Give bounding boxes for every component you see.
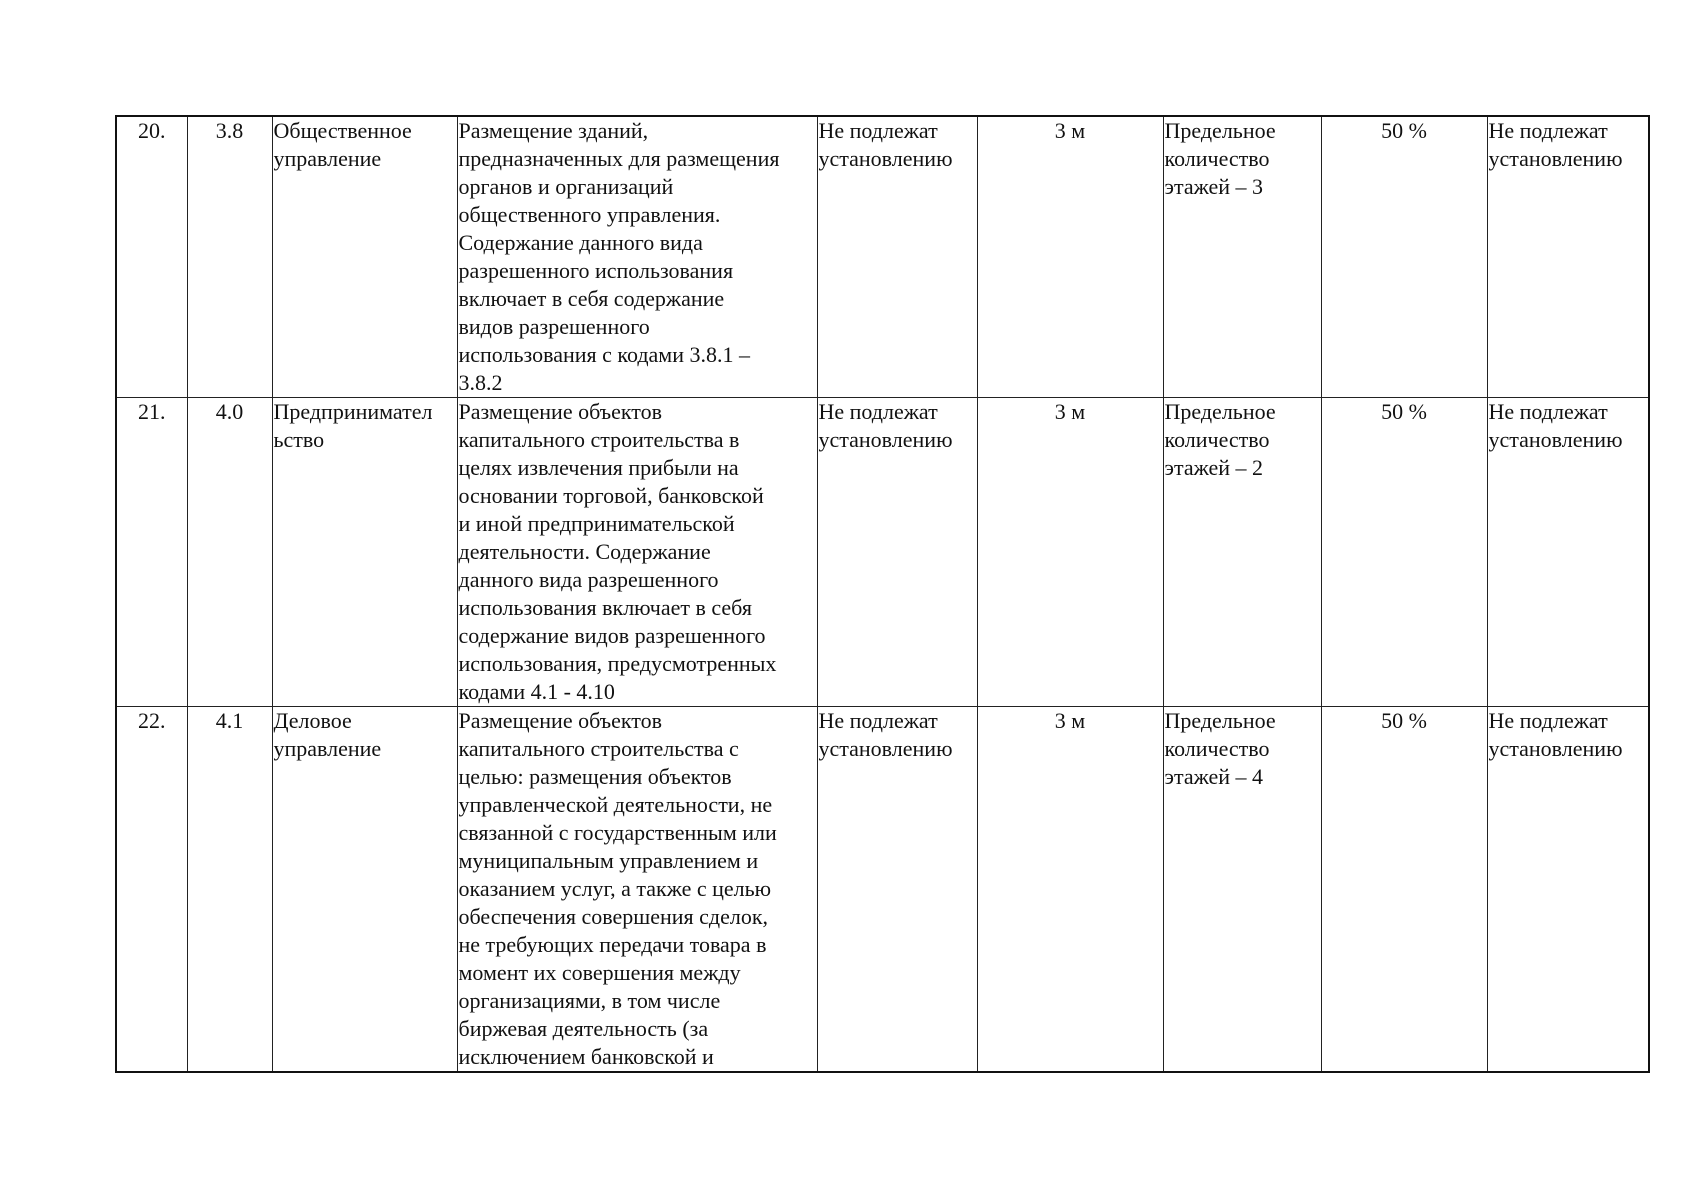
use-code: 4.1 — [215, 708, 244, 733]
floors-limit: Предельное количество этажей – 2 — [1164, 399, 1276, 480]
row-number: 22. — [138, 708, 166, 733]
use-description: Размещение объектов капитального строительства в целях извлечения прибыли на основании торговой, банковской и иной предпринимательской деятельности. Содержание данного вида разрешенного использования включает в себя содержание видов разрешенного использования, предусмотренных кодами 4.1 - 4.10 — [458, 399, 777, 704]
setback-cell — [977, 398, 1163, 707]
floors-limit: Предельное количество этажей – 3 — [1164, 118, 1276, 199]
use-name-cell — [272, 398, 457, 707]
coverage-cell — [1321, 398, 1487, 707]
height-limit-cell — [817, 398, 977, 707]
land-use-table — [115, 115, 1650, 1073]
setback-cell — [977, 116, 1163, 398]
other-limits-cell — [1487, 116, 1649, 398]
use-code-cell — [187, 116, 272, 398]
other-limits-cell — [1487, 398, 1649, 707]
use-description: Размещение зданий, предназначенных для размещения органов и организаций общественного управления. Содержание данного вида разрешенного использования включает в себя содержание видов разрешенного использования с кодами 3.8.1 – 3.8.2 — [458, 118, 780, 395]
height-limit: Не подлежат установлению — [818, 708, 953, 761]
other-limits: Не подлежат установлению — [1488, 399, 1623, 452]
use-name: Предпринимател ьство — [273, 399, 433, 452]
use-code-cell — [187, 398, 272, 707]
setback: 3 м — [1054, 708, 1086, 733]
use-description: Размещение объектов капитального строительства с целью: размещения объектов управленческой деятельности, не связанной с государственным или муниципальным управлением и оказанием услуг, а также с целью обеспечения совершения сделок, не требующих передачи товара в момент их совершения между организациями, в том числе биржевая деятельность (за исключением банковской и — [458, 708, 777, 1069]
height-limit: Не подлежат установлению — [818, 118, 953, 171]
row-number-cell — [116, 398, 187, 707]
other-limits: Не подлежат установлению — [1488, 118, 1623, 171]
other-limits-cell — [1487, 707, 1649, 1073]
setback: 3 м — [1054, 118, 1086, 143]
height-limit: Не подлежат установлению — [818, 399, 953, 452]
use-name-cell — [272, 707, 457, 1073]
use-name: Деловое управление — [273, 708, 382, 761]
row-number: 21. — [138, 399, 166, 424]
row-number-cell — [116, 707, 187, 1073]
table-row — [116, 707, 1649, 1073]
floors-limit: Предельное количество этажей – 4 — [1164, 708, 1276, 789]
use-name: Общественное управление — [273, 118, 412, 171]
coverage-cell — [1321, 707, 1487, 1073]
row-number-cell — [116, 116, 187, 398]
table-row — [116, 116, 1649, 398]
floors-cell — [1163, 116, 1321, 398]
use-code: 3.8 — [215, 118, 244, 143]
use-description-cell — [457, 707, 817, 1073]
table-row — [116, 398, 1649, 707]
use-name-cell — [272, 116, 457, 398]
row-number: 20. — [138, 118, 166, 143]
height-limit-cell — [817, 707, 977, 1073]
use-description-cell — [457, 116, 817, 398]
coverage-percent: 50 % — [1381, 118, 1427, 143]
coverage-percent: 50 % — [1381, 708, 1427, 733]
floors-cell — [1163, 707, 1321, 1073]
use-code-cell — [187, 707, 272, 1073]
use-code: 4.0 — [215, 399, 244, 424]
floors-cell — [1163, 398, 1321, 707]
setback: 3 м — [1054, 399, 1086, 424]
coverage-cell — [1321, 116, 1487, 398]
other-limits: Не подлежат установлению — [1488, 708, 1623, 761]
setback-cell — [977, 707, 1163, 1073]
height-limit-cell — [817, 116, 977, 398]
coverage-percent: 50 % — [1381, 399, 1427, 424]
use-description-cell — [457, 398, 817, 707]
